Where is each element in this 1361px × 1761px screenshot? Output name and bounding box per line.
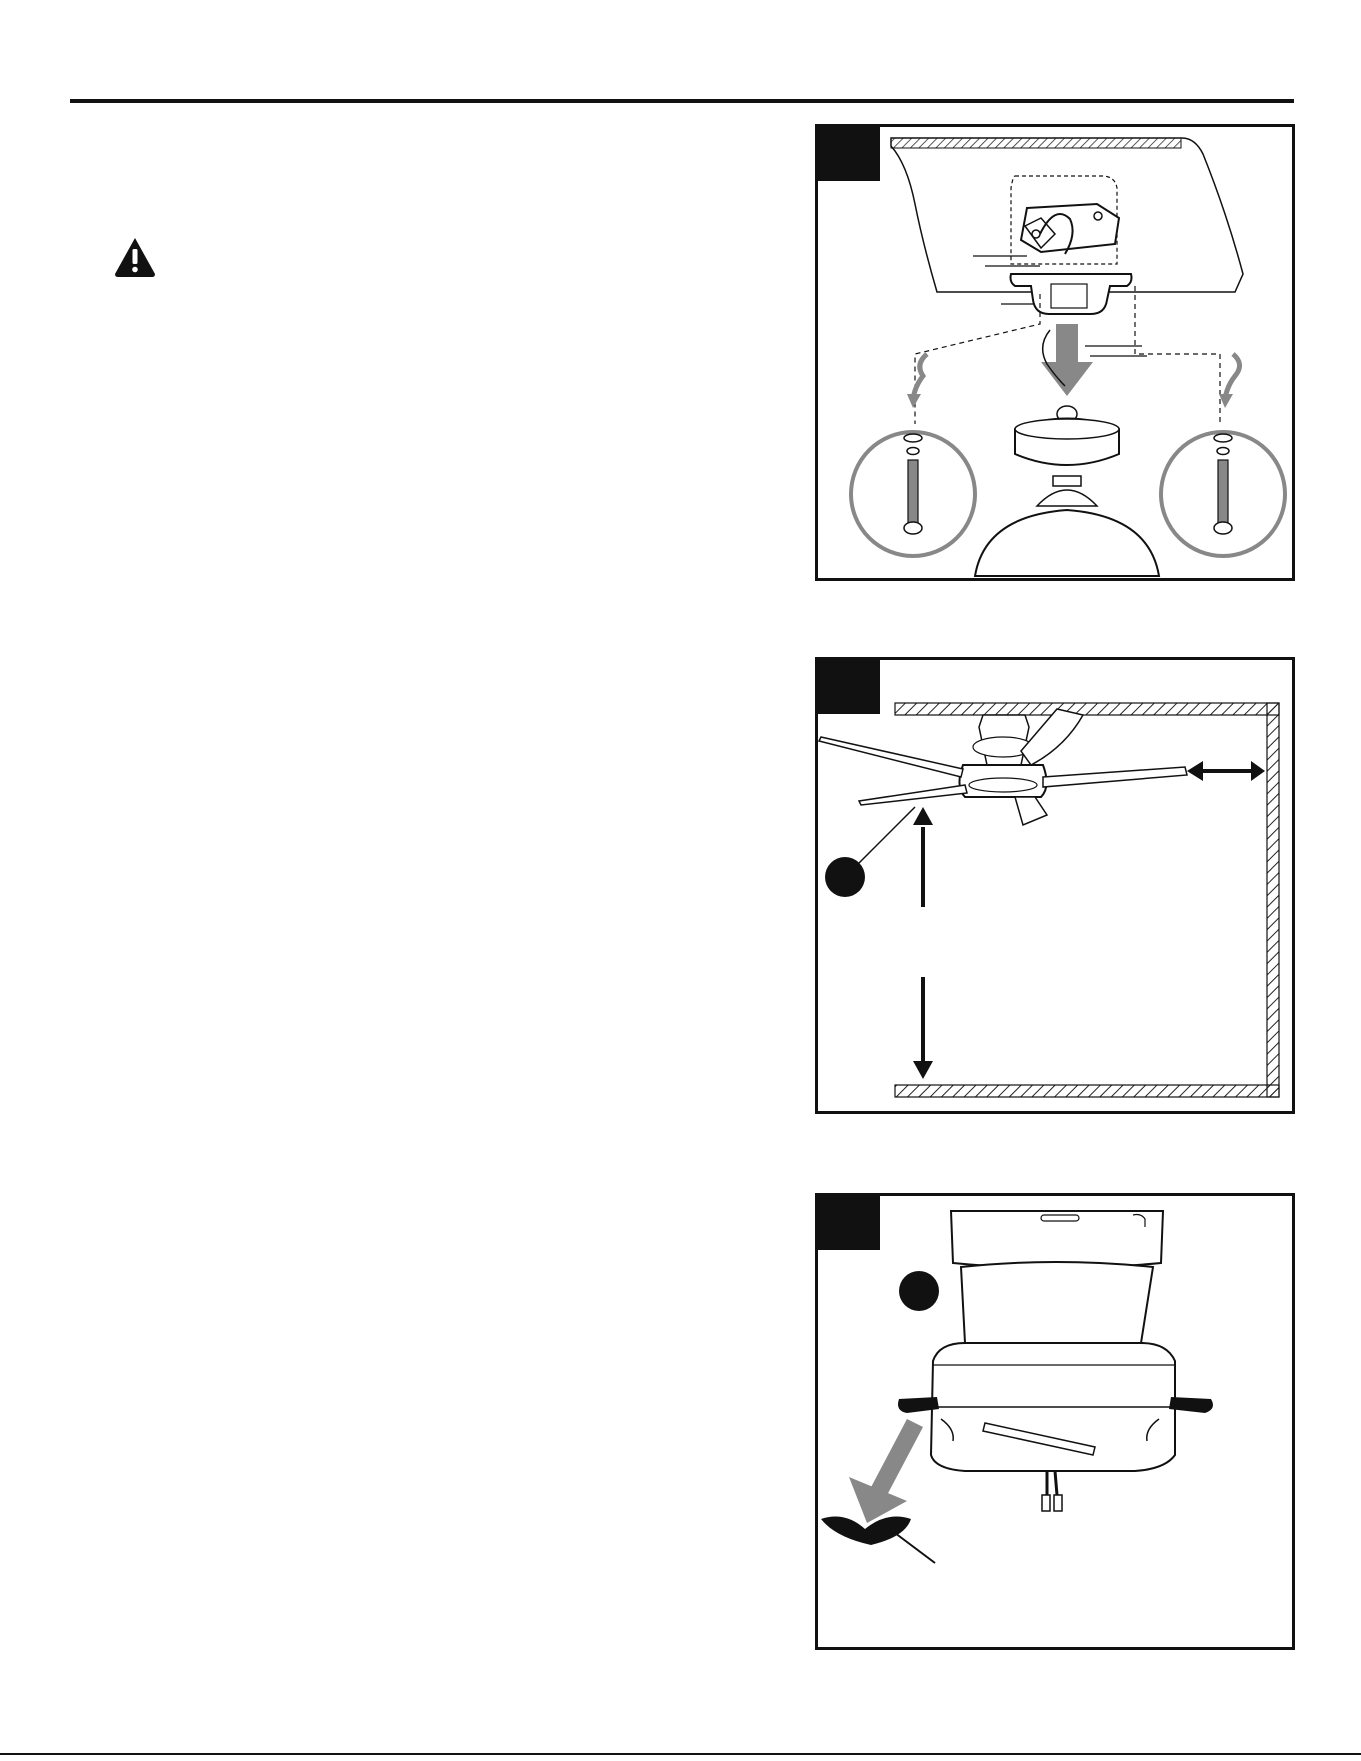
figure-mounting [815,124,1295,581]
figure-motor-housing [815,1193,1295,1650]
step-marker [818,660,880,714]
step-marker [818,1196,880,1250]
figure-clearance [815,657,1295,1114]
callout-marker [899,1271,939,1311]
callout-marker [825,857,865,897]
header-rule [70,99,1294,103]
footer-rule [0,1753,1361,1755]
warning-triangle-icon [114,236,156,278]
step-marker [818,127,880,181]
